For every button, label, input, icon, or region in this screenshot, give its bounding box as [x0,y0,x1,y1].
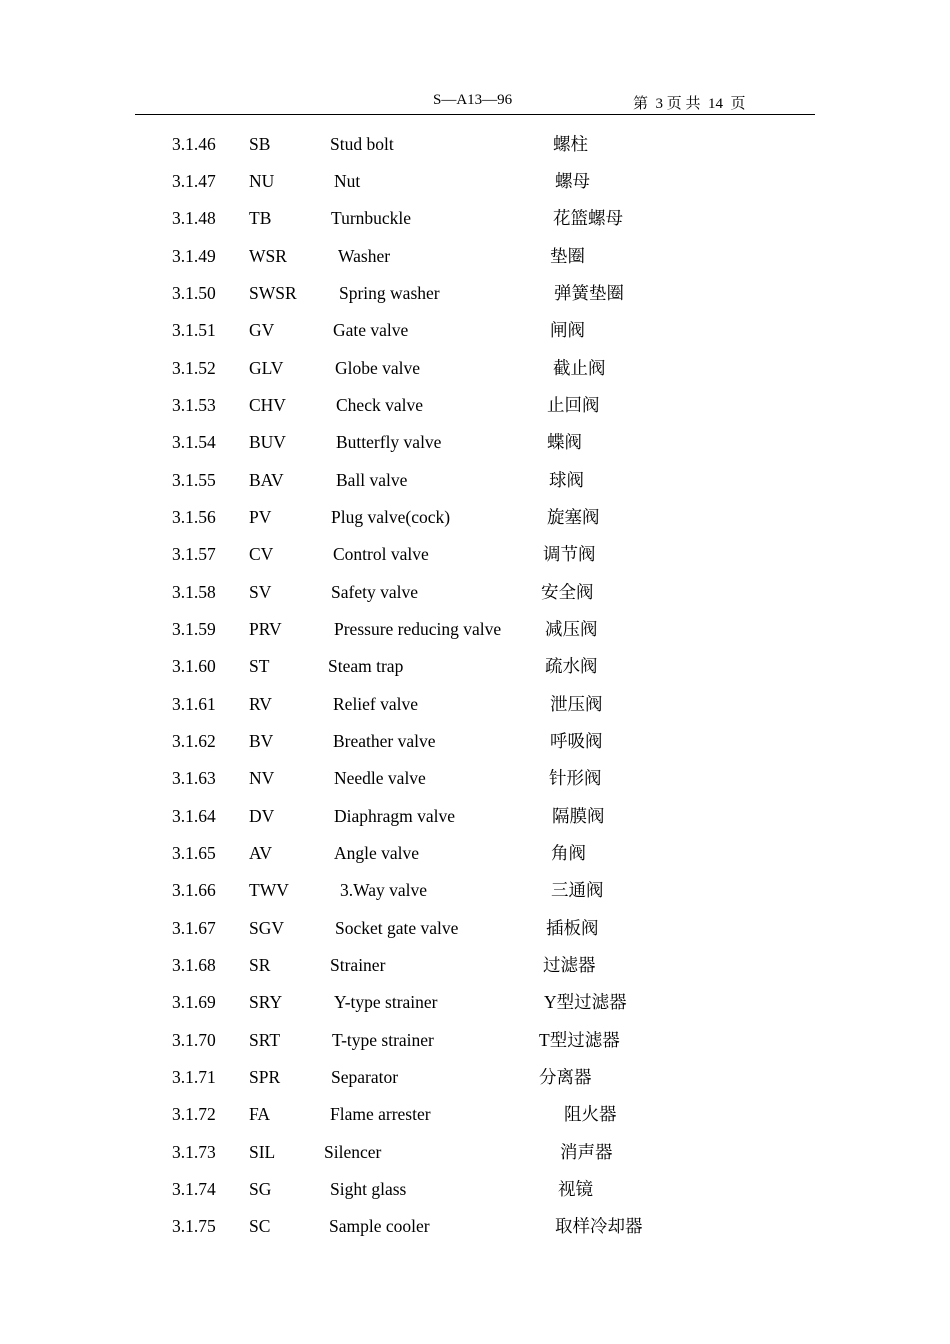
term-abbreviation: DV [249,806,275,826]
term-row [0,989,950,1015]
term-abbreviation: AV [249,843,273,863]
term-row [0,877,950,903]
term-english: Breather valve [333,731,436,751]
term-english: Ball valve [336,470,408,490]
term-abbreviation: SRY [249,992,283,1012]
term-row [0,429,950,455]
term-row [0,280,950,306]
term-number: 3.1.64 [172,806,216,826]
term-row [0,541,950,567]
term-english: Separator [331,1067,399,1087]
term-number: 3.1.52 [172,358,216,378]
term-chinese: 螺母 [555,171,590,191]
term-abbreviation: PV [249,507,272,527]
term-abbreviation: PRV [249,619,282,639]
term-number: 3.1.48 [172,208,216,228]
term-number: 3.1.72 [172,1104,216,1124]
term-chinese: 三通阀 [551,880,604,900]
term-row [0,1176,950,1202]
term-number: 3.1.51 [172,320,216,340]
term-chinese: 垫圈 [550,246,585,266]
term-abbreviation: WSR [249,246,287,266]
term-abbreviation: BAV [249,470,284,490]
term-row [0,1139,950,1165]
term-row [0,653,950,679]
term-number: 3.1.70 [172,1030,216,1050]
term-abbreviation: NV [249,768,275,788]
term-row [0,355,950,381]
term-number: 3.1.62 [172,731,216,751]
term-number: 3.1.46 [172,134,216,154]
term-english: Stud bolt [330,134,394,154]
term-number: 3.1.53 [172,395,216,415]
term-abbreviation: GV [249,320,275,340]
term-abbreviation: SG [249,1179,272,1199]
term-chinese: 球阀 [549,470,584,490]
term-row [0,317,950,343]
term-chinese: 疏水阀 [545,656,598,676]
term-row [0,1064,950,1090]
term-english: Pressure reducing valve [334,619,502,639]
term-abbreviation: SB [249,134,271,154]
term-chinese: 调节阀 [543,544,596,564]
term-chinese: 视镜 [558,1179,593,1199]
term-abbreviation: SRT [249,1030,281,1050]
term-row [0,1027,950,1053]
term-chinese: 螺柱 [553,134,588,154]
term-abbreviation: SGV [249,918,285,938]
term-english: Washer [338,246,391,266]
term-number: 3.1.75 [172,1216,216,1236]
term-english: 3.Way valve [340,880,428,900]
term-english: Turnbuckle [331,208,412,228]
term-number: 3.1.59 [172,619,216,639]
term-number: 3.1.61 [172,694,216,714]
term-english: Needle valve [334,768,426,788]
term-row [0,728,950,754]
term-english: Steam trap [328,656,404,676]
term-row [0,1213,950,1239]
term-number: 3.1.73 [172,1142,216,1162]
term-row [0,691,950,717]
document-code: S—A13—96 [433,92,513,108]
term-abbreviation: FA [249,1104,271,1124]
term-english: Safety valve [331,582,418,602]
term-english: Silencer [324,1142,382,1162]
term-row [0,840,950,866]
term-number: 3.1.68 [172,955,216,975]
term-abbreviation: BV [249,731,274,751]
term-chinese: 旋塞阀 [547,507,600,527]
term-english: Spring washer [339,283,440,303]
term-english: Relief valve [333,694,419,714]
term-row [0,504,950,530]
term-abbreviation: RV [249,694,272,714]
term-abbreviation: SV [249,582,272,602]
term-abbreviation: SPR [249,1067,281,1087]
term-english: Nut [334,171,361,191]
term-chinese: 呼吸阀 [550,731,603,751]
term-chinese: Y型过滤器 [544,992,627,1012]
term-abbreviation: SIL [249,1142,276,1162]
term-chinese: 插板阀 [546,918,599,938]
term-chinese: 角阀 [551,843,586,863]
term-abbreviation: TWV [249,880,289,900]
term-chinese: 阻火器 [564,1104,617,1124]
term-row [0,765,950,791]
term-abbreviation: SWSR [249,283,297,303]
term-abbreviation: CHV [249,395,286,415]
term-row [0,243,950,269]
term-row [0,168,950,194]
term-row [0,803,950,829]
term-number: 3.1.71 [172,1067,216,1087]
term-number: 3.1.57 [172,544,216,564]
term-chinese: 闸阀 [550,320,585,340]
term-abbreviation: NU [249,171,275,191]
term-chinese: 消声器 [560,1142,613,1162]
term-number: 3.1.65 [172,843,216,863]
term-english: Globe valve [335,358,421,378]
term-abbreviation: CV [249,544,274,564]
term-number: 3.1.67 [172,918,216,938]
term-row [0,131,950,157]
term-english: Sight glass [330,1179,407,1199]
term-english: Plug valve(cock) [331,507,451,527]
term-english: Gate valve [333,320,409,340]
term-abbreviation: SC [249,1216,271,1236]
term-row [0,579,950,605]
term-english: Control valve [333,544,429,564]
term-abbreviation: SR [249,955,271,975]
term-number: 3.1.56 [172,507,216,527]
term-english: Flame arrester [330,1104,431,1124]
term-row [0,952,950,978]
term-row [0,616,950,642]
term-number: 3.1.60 [172,656,216,676]
term-number: 3.1.47 [172,171,216,191]
term-abbreviation: ST [249,656,270,676]
term-number: 3.1.63 [172,768,216,788]
term-row [0,392,950,418]
term-chinese: 花篮螺母 [553,208,623,228]
term-number: 3.1.49 [172,246,216,266]
term-row [0,1101,950,1127]
term-abbreviation: BUV [249,432,286,452]
term-chinese: T型过滤器 [539,1030,620,1050]
term-chinese: 截止阀 [553,358,606,378]
term-chinese: 分离器 [539,1067,592,1087]
term-abbreviation: TB [249,208,272,228]
term-english: Check valve [336,395,423,415]
term-english: T-type strainer [332,1030,434,1050]
term-chinese: 蝶阀 [547,432,582,452]
term-english: Angle valve [334,843,420,863]
term-english: Butterfly valve [336,432,442,452]
term-number: 3.1.55 [172,470,216,490]
term-number: 3.1.50 [172,283,216,303]
term-chinese: 减压阀 [545,619,598,639]
term-english: Sample cooler [329,1216,430,1236]
term-number: 3.1.66 [172,880,216,900]
term-number: 3.1.54 [172,432,216,452]
term-abbreviation: GLV [249,358,284,378]
term-english: Strainer [330,955,386,975]
term-chinese: 隔膜阀 [552,806,605,826]
term-chinese: 过滤器 [543,955,596,975]
page-indicator: 第 3 页 共 14 页 [633,96,746,112]
term-english: Socket gate valve [335,918,459,938]
term-chinese: 针形阀 [549,768,602,788]
term-chinese: 取样冷却器 [555,1216,643,1236]
term-chinese: 泄压阀 [550,694,603,714]
term-chinese: 安全阀 [541,582,594,602]
term-number: 3.1.58 [172,582,216,602]
term-row [0,915,950,941]
term-chinese: 止回阀 [547,395,600,415]
term-number: 3.1.69 [172,992,216,1012]
term-chinese: 弹簧垫圈 [554,283,624,303]
term-row [0,467,950,493]
term-row [0,205,950,231]
term-number: 3.1.74 [172,1179,216,1199]
term-english: Y-type strainer [334,992,438,1012]
term-english: Diaphragm valve [334,806,455,826]
